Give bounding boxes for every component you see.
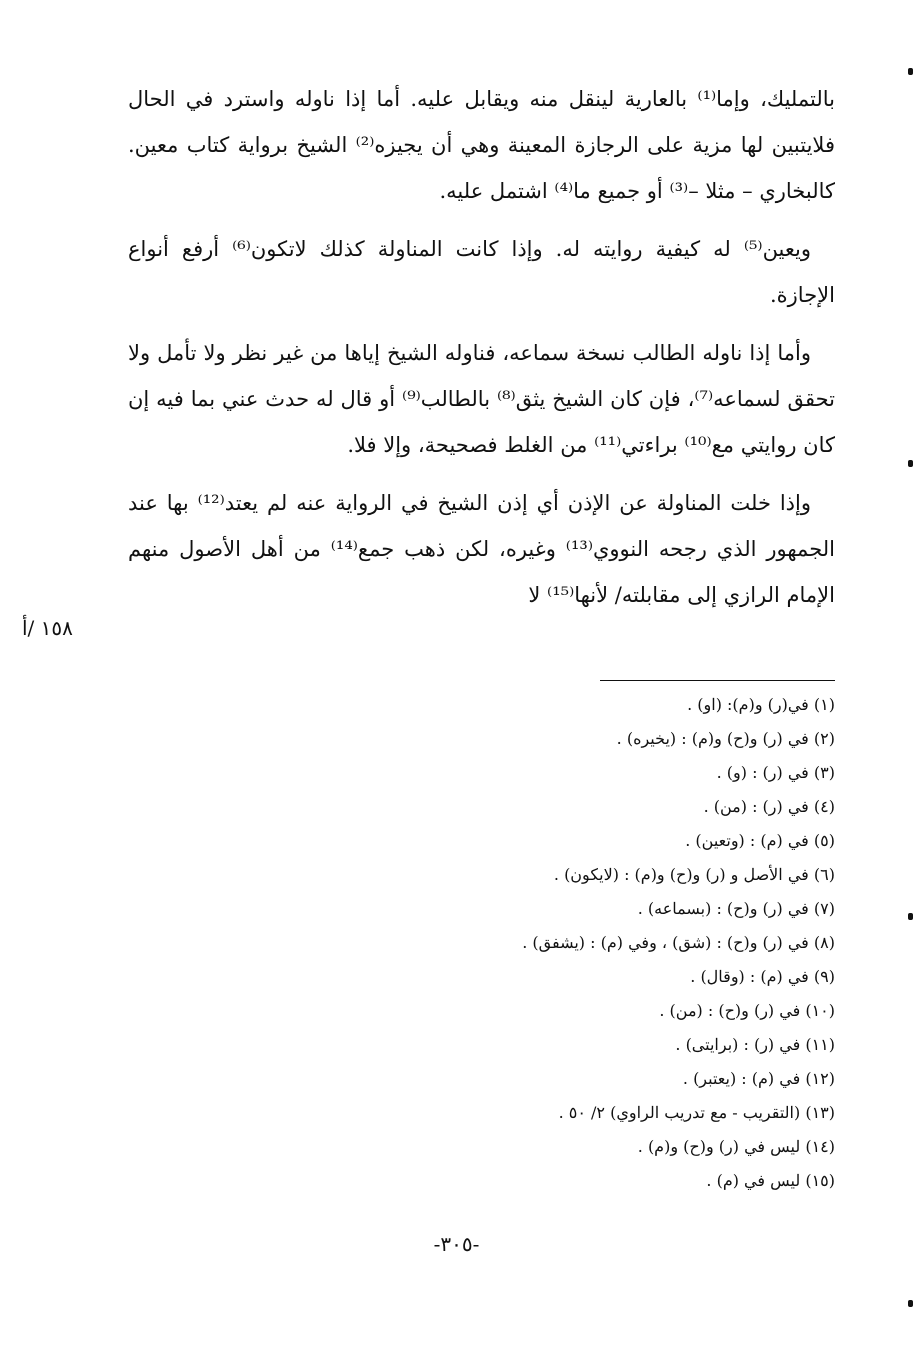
scan-edge-mark bbox=[908, 913, 913, 920]
footnote-3: (٣) في (ر) : (و) . bbox=[716, 763, 835, 782]
footnote-8: (٨) في (ر) و(ح) : (شق) ، وفي (م) : (يشفق) . bbox=[522, 933, 835, 952]
scan-edge-mark bbox=[908, 1300, 913, 1307]
footnote-6: (٦) في الأصل و (ر) و(ح) و(م) : (لايكون) . bbox=[553, 865, 835, 884]
footnote-14: (١٤) ليس في (ر) و(ح) و(م) . bbox=[637, 1137, 835, 1156]
footnote-13: (١٣) (التقريب - مع تدريب الراوي) ٢/ ٥٠ . bbox=[558, 1103, 835, 1122]
paragraph-3: وأما إذا ناوله الطالب نسخة سماعه، فناوله الشيخ إياها من غير نظر ولا تأمل ولا تحقق لسماعه⁽⁷⁾، فإن كان الشيخ يثق⁽⁸⁾ بالطالب⁽⁹⁾ أو قال له حدث عني بما فيه إن كان روايتي مع⁽¹⁰⁾ براءتي⁽¹¹⁾ من الغلط فصحيحة، وإلا فلا. bbox=[128, 341, 836, 457]
folio-margin-note: ١٥٨ /أ bbox=[22, 616, 73, 640]
footnote-12: (١٢) في (م) : (يعتبر) . bbox=[682, 1069, 835, 1088]
footnote-1: (١) في(ر) و(م): (او) . bbox=[687, 695, 835, 714]
paragraph-1: بالتمليك، وإما⁽¹⁾ بالعارية لينقل منه ويقابل عليه. أما إذا ناوله واسترد في الحال فلايتبين لها مزية على الرجازة المعينة وهي أن يجيزه⁽²⁾ الشيخ برواية كتاب معين. كالبخاري – مثلا –⁽³⁾ أو جميع ما⁽⁴⁾ اشتمل عليه. bbox=[128, 87, 835, 203]
page-number: -٣٠٥- bbox=[433, 1232, 480, 1256]
paragraph-2: ويعين⁽⁵⁾ له كيفية روايته له. وإذا كانت المناولة كذلك لاتكون⁽⁶⁾ أرفع أنواع الإجازة. bbox=[128, 237, 835, 307]
footnotes-list bbox=[335, 688, 835, 1198]
footnote-5: (٥) في (م) : (وتعين) . bbox=[685, 831, 835, 850]
scan-edge-mark bbox=[908, 460, 913, 467]
footnote-7: (٧) في (ر) و(ح) : (بسماعه) . bbox=[637, 899, 835, 918]
paragraph-4: وإذا خلت المناولة عن الإذن أي إذن الشيخ في الرواية عنه لم يعتد⁽¹²⁾ بها عند الجمهور الذي رجحه النووي⁽¹³⁾ وغيره، لكن ذهب جمع⁽¹⁴⁾ من أهل الأصول منهم الإمام الرازي إلى مقابلته/ لأنها⁽¹⁵⁾ لا bbox=[128, 491, 835, 607]
footnote-10: (١٠) في (ر) و(ح) : (من) . bbox=[659, 1001, 835, 1020]
footnote-4: (٤) في (ر) : (من) . bbox=[703, 797, 835, 816]
footnote-9: (٩) في (م) : (وقال) . bbox=[690, 967, 835, 986]
main-text bbox=[128, 76, 835, 630]
footnote-divider bbox=[600, 680, 835, 681]
footnote-11: (١١) في (ر) : (برايتى) . bbox=[675, 1035, 835, 1054]
scan-edge-mark bbox=[908, 68, 913, 75]
footnote-15: (١٥) ليس في (م) . bbox=[706, 1171, 835, 1190]
footnote-2: (٢) في (ر) و(ح) و(م) : (يخيره) . bbox=[616, 729, 835, 748]
